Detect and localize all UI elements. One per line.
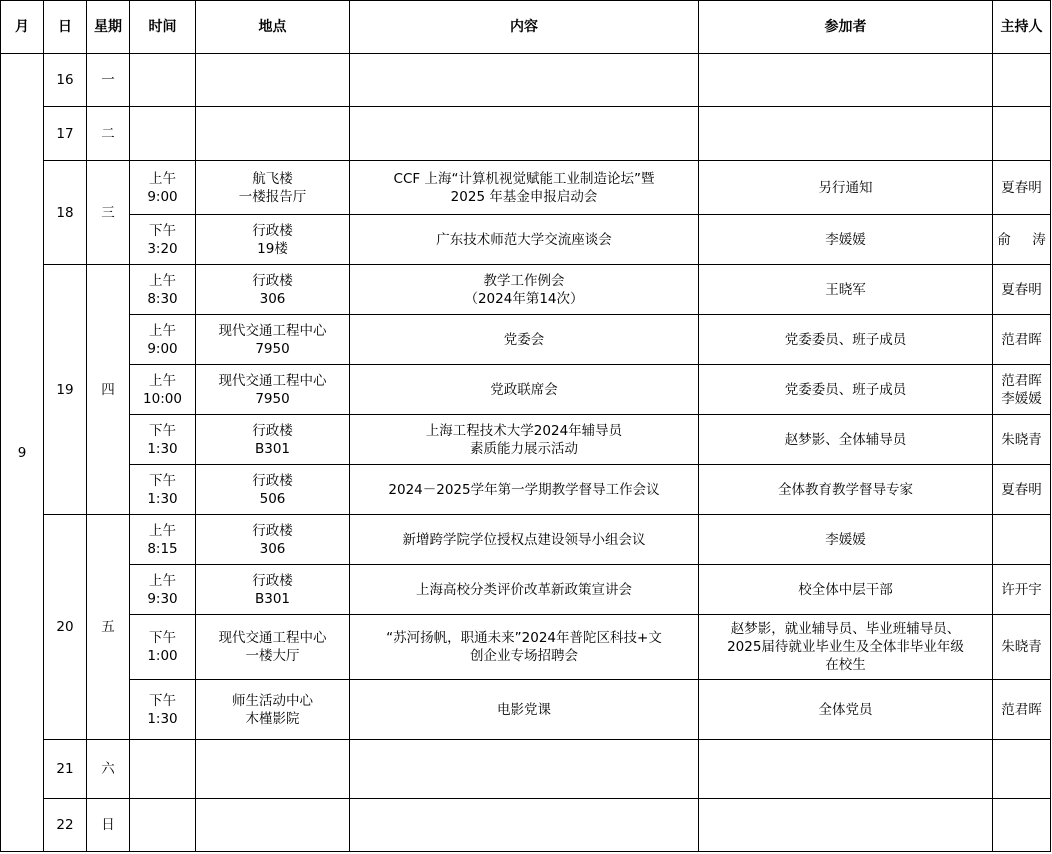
table-row	[1, 365, 1051, 415]
content-cell: 电影党课	[350, 680, 699, 740]
header-row	[1, 1, 1051, 54]
table-row	[1, 54, 1051, 107]
time-cell: 下午 1:30	[130, 680, 196, 740]
empty-cell	[699, 799, 993, 852]
empty-cell	[993, 740, 1051, 799]
time-cell: 上午 9:00	[130, 161, 196, 215]
time-cell: 上午 10:00	[130, 365, 196, 415]
table-row	[1, 161, 1051, 215]
weekday-cell: 二	[87, 107, 130, 161]
content-cell: 教学工作例会 （2024年第14次）	[350, 265, 699, 315]
location-cell: 行政楼 B301	[196, 415, 350, 465]
table-row	[1, 515, 1051, 565]
table-row	[1, 740, 1051, 799]
empty-cell	[350, 54, 699, 107]
time-cell: 上午 8:15	[130, 515, 196, 565]
weekday-cell: 五	[87, 515, 130, 740]
host-cell: 范君晖	[993, 680, 1051, 740]
host-cell: 范君晖	[993, 315, 1051, 365]
table-row	[1, 315, 1051, 365]
empty-cell	[993, 107, 1051, 161]
location-cell: 行政楼 306	[196, 515, 350, 565]
empty-cell	[699, 54, 993, 107]
content-cell: 党政联席会	[350, 365, 699, 415]
content-cell: 上海高校分类评价改革新政策宣讲会	[350, 565, 699, 615]
content-cell: CCF 上海“计算机视觉赋能工业制造论坛”暨 2025 年基金申报启动会	[350, 161, 699, 215]
location-cell: 现代交通工程中心 一楼大厅	[196, 615, 350, 680]
empty-cell	[993, 54, 1051, 107]
content-cell: 2024－2025学年第一学期教学督导工作会议	[350, 465, 699, 515]
empty-cell	[699, 740, 993, 799]
header-day: 日	[44, 1, 87, 54]
participants-cell: 赵梦影，就业辅导员、毕业班辅导员、 2025届待就业毕业生及全体非毕业年级 在校生	[699, 615, 993, 680]
content-cell: 上海工程技术大学2024年辅导员 素质能力展示活动	[350, 415, 699, 465]
location-cell: 行政楼 B301	[196, 565, 350, 615]
empty-cell	[196, 107, 350, 161]
host-cell: 夏春明	[993, 465, 1051, 515]
table-row	[1, 465, 1051, 515]
day-cell: 21	[44, 740, 87, 799]
month-cell: 9	[1, 54, 44, 852]
empty-cell	[130, 799, 196, 852]
location-cell: 行政楼 19楼	[196, 215, 350, 265]
table-row	[1, 265, 1051, 315]
empty-cell	[196, 799, 350, 852]
day-cell: 18	[44, 161, 87, 265]
participants-cell: 全体教育教学督导专家	[699, 465, 993, 515]
content-cell: “苏河扬帆，职通未来”2024年普陀区科技+文 创企业专场招聘会	[350, 615, 699, 680]
day-cell: 20	[44, 515, 87, 740]
header-content: 内容	[350, 1, 699, 54]
time-cell: 下午 1:30	[130, 465, 196, 515]
participants-cell: 李媛媛	[699, 215, 993, 265]
empty-cell	[196, 54, 350, 107]
participants-cell: 全体党员	[699, 680, 993, 740]
content-cell: 新增跨学院学位授权点建设领导小组会议	[350, 515, 699, 565]
location-cell: 行政楼 506	[196, 465, 350, 515]
empty-cell	[196, 740, 350, 799]
header-time: 时间	[130, 1, 196, 54]
table-row	[1, 565, 1051, 615]
empty-cell	[130, 740, 196, 799]
location-cell: 现代交通工程中心 7950	[196, 365, 350, 415]
table-row	[1, 415, 1051, 465]
location-cell: 师生活动中心 木槿影院	[196, 680, 350, 740]
participants-cell: 赵梦影、全体辅导员	[699, 415, 993, 465]
table-row	[1, 799, 1051, 852]
day-cell: 17	[44, 107, 87, 161]
empty-cell	[993, 515, 1051, 565]
weekday-cell: 六	[87, 740, 130, 799]
weekday-cell: 四	[87, 265, 130, 515]
participants-cell: 李媛媛	[699, 515, 993, 565]
participants-cell: 校全体中层干部	[699, 565, 993, 615]
host-cell: 许开宇	[993, 565, 1051, 615]
empty-cell	[993, 799, 1051, 852]
empty-cell	[130, 107, 196, 161]
host-cell: 朱晓青	[993, 615, 1051, 680]
host-cell: 朱晓青	[993, 415, 1051, 465]
host-cell: 夏春明	[993, 265, 1051, 315]
weekday-cell: 一	[87, 54, 130, 107]
participants-cell: 另行通知	[699, 161, 993, 215]
location-cell: 航飞楼 一楼报告厅	[196, 161, 350, 215]
empty-cell	[350, 107, 699, 161]
location-cell: 行政楼 306	[196, 265, 350, 315]
header-month: 月	[1, 1, 44, 54]
day-cell: 22	[44, 799, 87, 852]
content-cell: 党委会	[350, 315, 699, 365]
time-cell: 下午 1:30	[130, 415, 196, 465]
participants-cell: 党委委员、班子成员	[699, 315, 993, 365]
time-cell: 上午 8:30	[130, 265, 196, 315]
weekday-cell: 三	[87, 161, 130, 265]
table-row	[1, 107, 1051, 161]
location-cell: 现代交通工程中心 7950	[196, 315, 350, 365]
participants-cell: 王晓军	[699, 265, 993, 315]
empty-cell	[350, 799, 699, 852]
time-cell: 上午 9:00	[130, 315, 196, 365]
header-weekday: 星期	[87, 1, 130, 54]
day-cell: 16	[44, 54, 87, 107]
header-host: 主持人	[993, 1, 1051, 54]
host-cell: 范君晖 李媛媛	[993, 365, 1051, 415]
participants-cell: 党委委员、班子成员	[699, 365, 993, 415]
empty-cell	[350, 740, 699, 799]
day-cell: 19	[44, 265, 87, 515]
table-row	[1, 680, 1051, 740]
time-cell: 上午 9:30	[130, 565, 196, 615]
empty-cell	[130, 54, 196, 107]
content-cell: 广东技术师范大学交流座谈会	[350, 215, 699, 265]
header-location: 地点	[196, 1, 350, 54]
host-cell: 俞 涛	[993, 215, 1051, 265]
weekday-cell: 日	[87, 799, 130, 852]
header-participants: 参加者	[699, 1, 993, 54]
time-cell: 下午 1:00	[130, 615, 196, 680]
empty-cell	[699, 107, 993, 161]
table-row	[1, 615, 1051, 680]
time-cell: 下午 3:20	[130, 215, 196, 265]
table-row	[1, 215, 1051, 265]
host-cell: 夏春明	[993, 161, 1051, 215]
